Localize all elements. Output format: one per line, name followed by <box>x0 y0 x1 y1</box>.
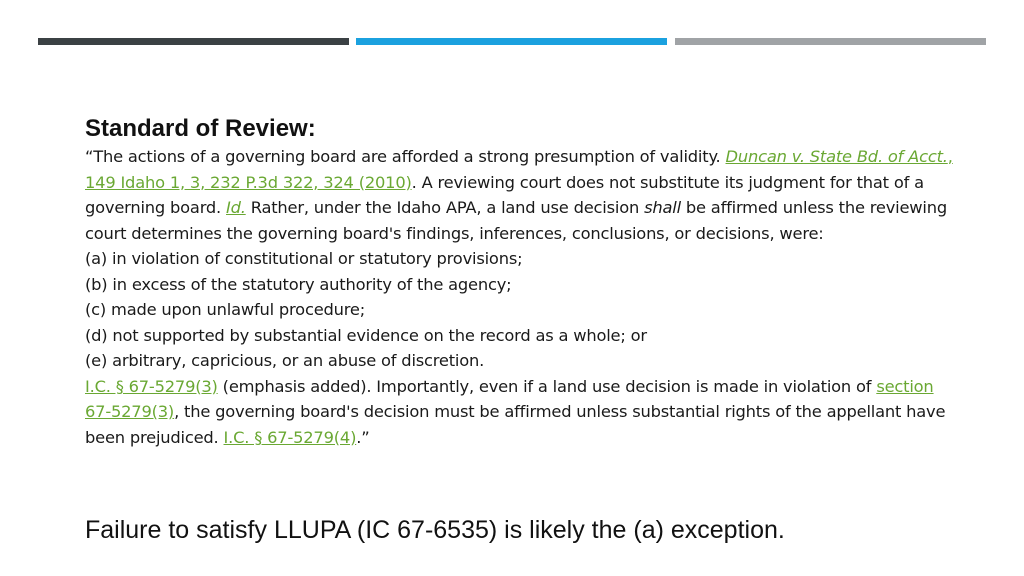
list-item: (a) in violation of constitutional or statutory provisions; <box>85 249 523 268</box>
slide-content <box>85 114 955 450</box>
list-item: (c) made upon unlawful procedure; <box>85 300 365 319</box>
citation-duncan-case[interactable]: Duncan v. State Bd. of Acct. <box>725 147 948 166</box>
citation-ic-67-5279-4[interactable]: I.C. § 67-5279(4) <box>223 427 357 447</box>
citation-id[interactable]: Id. <box>226 198 246 217</box>
citation-ic-67-5279-3[interactable]: I.C. § 67-5279(3) <box>85 376 218 396</box>
decorative-bar-blue <box>356 38 667 45</box>
quote-paragraph <box>85 144 955 246</box>
quote-text: , the governing board's decision must be affirmed unless substantial rights of the appellant have been prejudiced. <box>85 402 946 447</box>
quote-text: Rather, under the Idaho APA, a land use decision <box>245 198 645 217</box>
decorative-bar-dark <box>38 38 349 45</box>
list-item: (b) in excess of the statutory authority of the agency; <box>85 274 512 294</box>
quote-text: (emphasis added). Importantly, even if a land use decision is made in violation of <box>217 376 877 396</box>
quote-close: .” <box>356 427 370 447</box>
citation-duncan-reporter[interactable]: , 149 Idaho 1, 3, 232 P.3d 322, 324 (2010) <box>85 147 953 192</box>
citation-section-67-5279-3[interactable]: section 67-5279(3) <box>85 376 934 421</box>
quote-body <box>85 144 955 450</box>
emphasis-shall: shall <box>644 198 681 217</box>
list-item: (e) arbitrary, capricious, or an abuse of discretion. <box>85 351 485 370</box>
quote-paragraph <box>85 374 955 451</box>
quote-text: . A reviewing court does not substitute its judgment for that of a governing board. <box>85 172 924 217</box>
quote-text: be affirmed unless the reviewing court determines the governing board's findings, inferences, conclusions, or decisions, were: <box>85 198 948 243</box>
conclusion-text: Failure to satisfy LLUPA (IC 67-6535) is likely the (a) exception. <box>85 516 785 544</box>
decorative-bar-gray <box>675 38 986 45</box>
slide-heading: Standard of Review: <box>85 115 316 142</box>
list-item: (d) not supported by substantial evidence on the record as a whole; or <box>85 325 647 345</box>
quote-open: “The actions of a governing board are afforded a strong presumption of validity. <box>85 147 726 166</box>
